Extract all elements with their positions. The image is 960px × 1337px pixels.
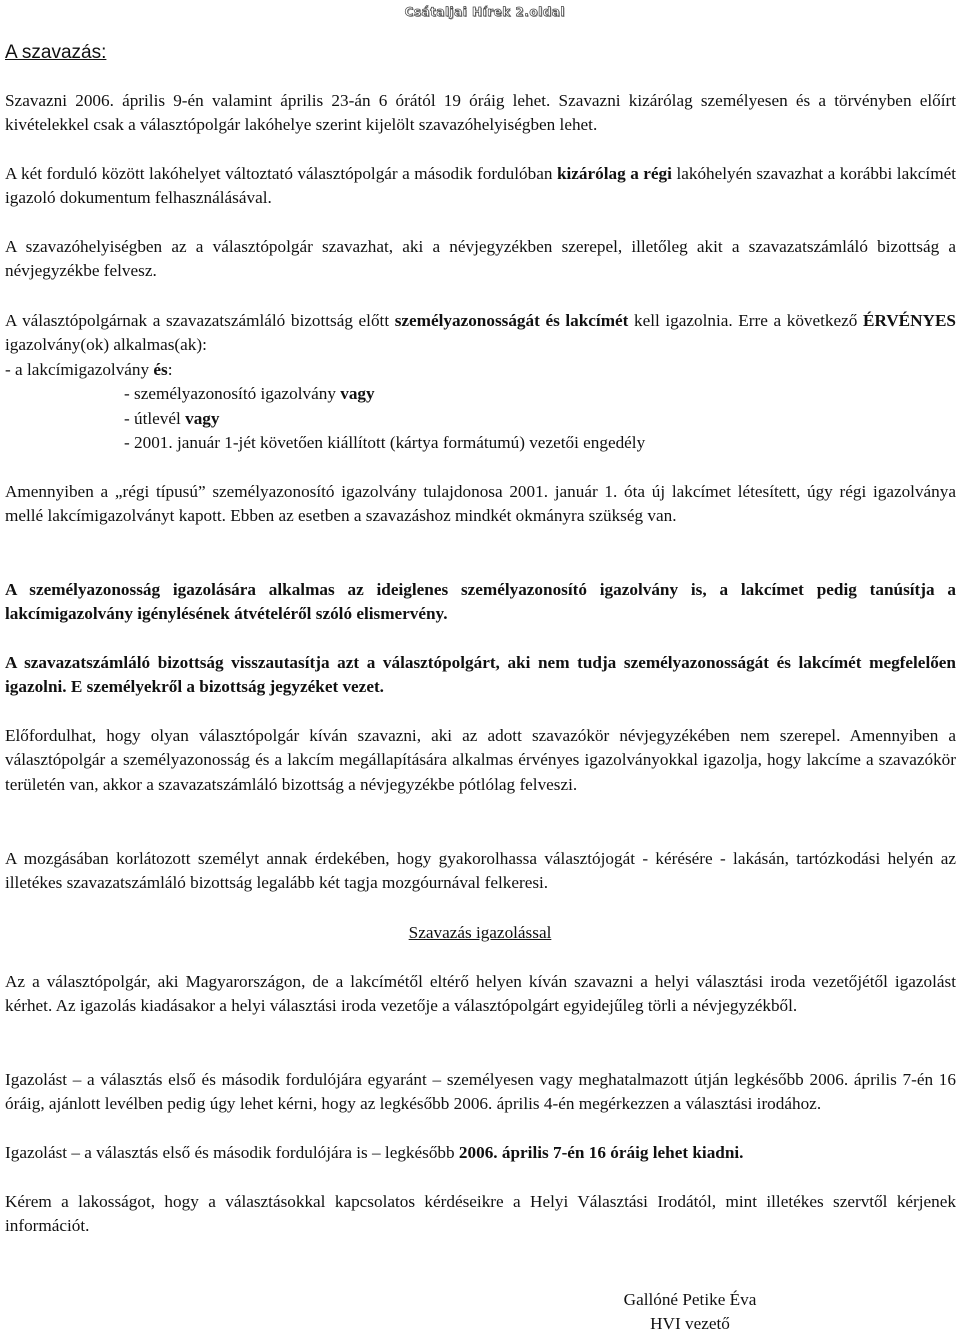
paragraph-address-change: A két forduló között lakóhelyet változtató választópolgár a második fordulóban kizárólag a régi lakóhelyén szavazhat a korábbi lakcímét igazoló dokumentum felhasználásával.	[5, 164, 956, 208]
list-item: - útlevél vagy	[124, 408, 220, 428]
paragraph-certificate-deadline: Igazolást – a választás első és második fordulójára egyaránt – személyesen vagy meghatalmazott útján legkésőbb 2006. április 7-én 16 óráig, ajánlott levélben pedig úgy lehet kérni, hogy az legkésőbb 2006. április 4-én megérkezzen a választási irodához.	[5, 1070, 956, 1114]
signature-role: HVI vezető	[650, 1314, 730, 1334]
section-title: A szavazás:	[5, 42, 107, 63]
paragraph-not-in-register: Előfordulhat, hogy olyan választópolgár kíván szavazni, aki az adott szavazókör névjegyzékében nem szerepel. Amennyiben a választópolgár a személyazonosság és a lakcím megállapítására alkalmas érvényes igazolványokkal igazolja, hogy lakcíme a szavazókör területén van, akkor a szavazatszámláló bizottság a névjegyzékbe pótlólag felveszi.	[5, 726, 956, 794]
list-item: - 2001. január 1-jét követően kiállított (kártya formátumú) vezetői engedély	[124, 433, 646, 453]
paragraph-mobile-ballot: A mozgásában korlátozott személyt annak érdekében, hogy gyakorolhassa választójogát - kérésére - lakásán, tartózkodási helyén az illetékes szavazatszámláló bizottság legalább két tagja mozgóurnával felkeresi.	[5, 849, 956, 893]
paragraph-rejection: A szavazatszámláló bizottság visszautasítja azt a választópolgárt, aki nem tudja személyazonosságát és lakcímét megfelelően igazolni. E személyekről a bizottság jegyzéket vezet.	[5, 653, 956, 697]
paragraph-temporary-id: A személyazonosság igazolására alkalmas az ideiglenes személyazonosító igazolvány is, a lakcímet pedig tanúsítja a lakcímigazolvány igénylésének átvételéről szóló elismervény.	[5, 580, 956, 624]
paragraph-issue-deadline: Igazolást – a választás első és második fordulójára is – legkésőbb 2006. április 7-én 16 óráig lehet kiadni.	[5, 1143, 744, 1162]
paragraph-certificate: Az a választópolgár, aki Magyarországon, de a lakcímétől eltérő helyen kíván szavazni a helyi választási iroda vezetőjétől igazolást kérhet. Az igazolás kiadásakor a helyi választási iroda vezetője a választópolgárt egyidejűleg törli a névjegyzékből.	[5, 972, 956, 1016]
paragraph-old-id: Amennyiben a „régi típusú” személyazonosító igazolvány tulajdonosa 2001. január 1. óta új lakcímet létesített, úgy régi igazolványa mellé lakcímigazolványt kapott. Ebben az esetben a szavazáshoz mindkét okmányra szükség van.	[5, 482, 956, 526]
valid-ids-intro: A választópolgárnak a szavazatszámláló bizottság előtt személyazonosságát és lakcímét kell igazolnia. Erre a következő ÉRVÉNYES igazolvány(ok) alkalmas(ak):	[5, 311, 956, 355]
newsletter-header: Csátaljai Hírek 2.oldal	[404, 5, 565, 19]
paragraph-voting-hours: Szavazni 2006. április 9-én valamint április 23-án 6 órától 19 óráig lehet. Szavazni kizárólag személyesen és a törvényben előírt kivételekkel csak a választópolgár lakóhelye szerint kijelölt szavazóhelyiségben lehet.	[5, 91, 956, 135]
paragraph-register: A szavazóhelyiségben az a választópolgár szavazhat, aki a névjegyzékben szerepel, illetőleg akit a szavazatszámláló bizottság a névjegyzékbe felvesz.	[5, 237, 956, 281]
paragraph-valid-ids	[5, 309, 956, 455]
paragraph-contact: Kérem a lakosságot, hogy a választásokkal kapcsolatos kérdéseikre a Helyi Választási Irodától, mint illetékes szervtől kérjenek információt.	[5, 1192, 956, 1236]
signature-name: Gallóné Petike Éva	[623, 1290, 757, 1309]
subsection-title: Szavazás igazolással	[408, 923, 552, 942]
signature-block	[560, 1288, 820, 1337]
list-item: - a lakcímigazolvány és:	[5, 359, 173, 379]
list-item: - személyazonosító igazolvány vagy	[124, 384, 375, 404]
